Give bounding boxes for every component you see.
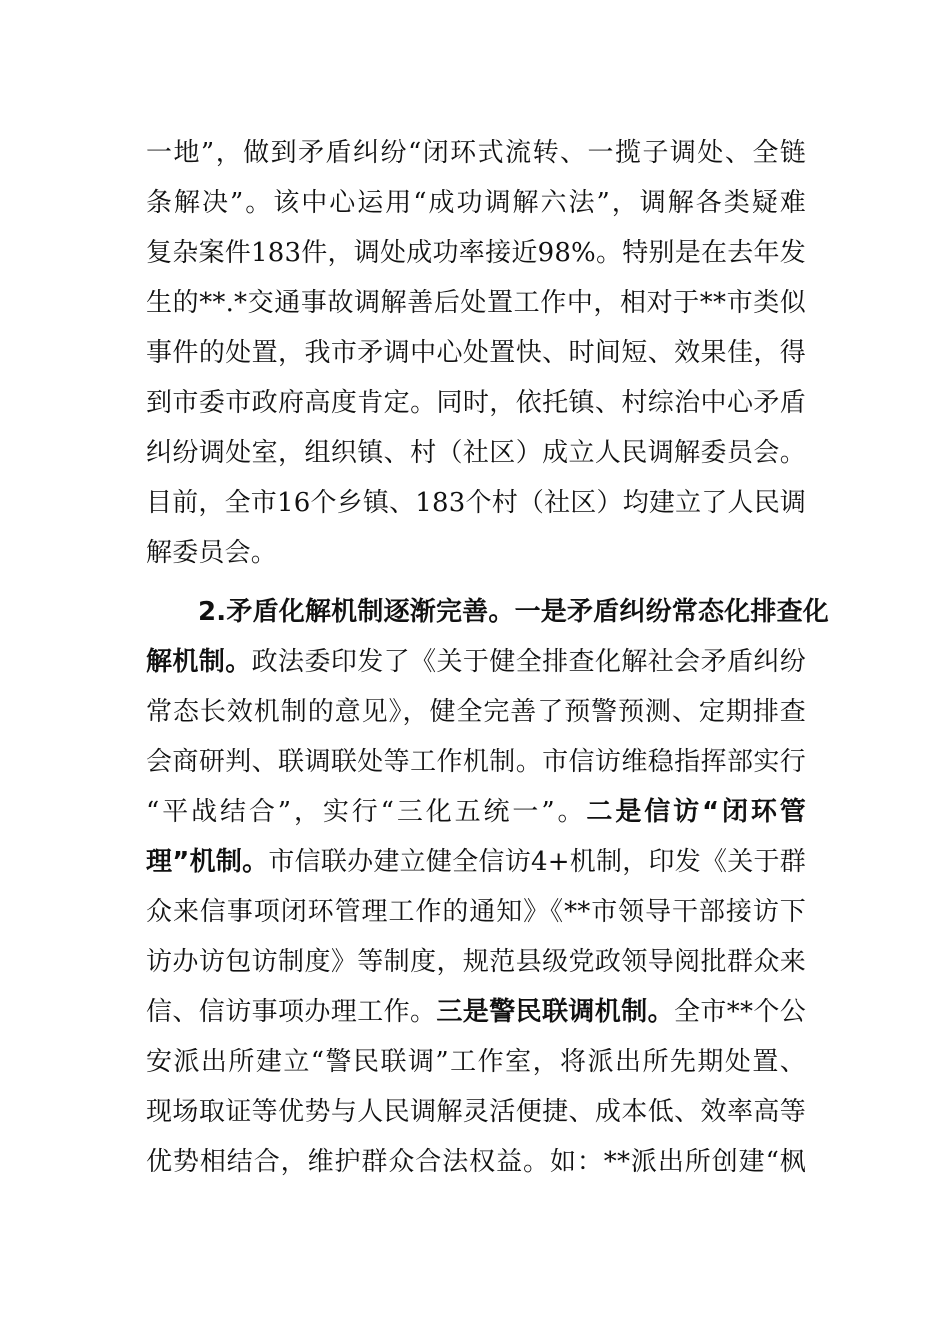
paragraph-line: 众来信事项闭环管理工作的通知》《**市领导干部接访下 <box>146 897 806 927</box>
inline-text: 全市**个公 <box>674 997 806 1027</box>
paragraph-line: 事件的处置，我市矛调中心处置快、时间短、效果佳，得 <box>146 338 806 368</box>
inline-heading: 解机制。 <box>146 647 252 677</box>
paragraph-line: 纠纷调处室，组织镇、村（社区）成立人民调解委员会。 <box>146 438 806 468</box>
paragraph-line <box>146 637 806 687</box>
paragraph-line: 条解决”。该中心运用“成功调解六法”，调解各类疑难 <box>146 188 806 218</box>
paragraph-line: 复杂案件183件，调处成功率接近98%。特别是在去年发 <box>146 238 806 268</box>
paragraph-line: 解委员会。 <box>146 538 278 568</box>
section-heading: 2.矛盾化解机制逐渐完善。一是矛盾纠纷常态化排查化 <box>198 597 829 627</box>
paragraph-line: 生的**.*交通事故调解善后处置工作中，相对于**市类似 <box>146 288 806 318</box>
inline-heading: 理”机制。 <box>146 847 269 877</box>
paragraph-line: 常态长效机制的意见》，健全完善了预警预测、定期排查 <box>146 697 806 727</box>
paragraph-line <box>146 987 806 1037</box>
inline-text: 市信联办建立健全信访4+机制，印发《关于群 <box>268 847 806 877</box>
paragraph-line: 安派出所建立“警民联调”工作室，将派出所先期处置、 <box>146 1047 806 1077</box>
paragraph-line: 现场取证等优势与人民调解灵活便捷、成本低、效率高等 <box>146 1097 806 1127</box>
paragraph-line <box>146 787 806 837</box>
inline-text: 政法委印发了《关于健全排查化解社会矛盾纠纷 <box>251 647 806 677</box>
paragraph-line: 到市委市政府高度肯定。同时，依托镇、村综治中心矛盾 <box>146 388 806 418</box>
inline-heading: 二是信访“闭环管 <box>586 797 806 827</box>
inline-text: “平战结合”，实行“三化五统一”。 <box>146 797 587 827</box>
paragraph-line: 一地”，做到矛盾纠纷“闭环式流转、一揽子调处、全链 <box>146 138 806 168</box>
inline-text: 信、信访事项办理工作。 <box>146 997 437 1027</box>
paragraph-line <box>146 837 806 887</box>
paragraph-line: 会商研判、联调联处等工作机制。市信访维稳指挥部实行 <box>146 747 806 777</box>
paragraph-line: 目前，全市16个乡镇、183个村（社区）均建立了人民调 <box>146 488 807 518</box>
paragraph-line: 优势相结合，维护群众合法权益。如：**派出所创建“枫 <box>146 1147 806 1177</box>
paragraph-line: 访办访包访制度》等制度，规范县级党政领导阅批群众来 <box>146 947 806 977</box>
inline-heading: 三是警民联调机制。 <box>436 997 674 1027</box>
